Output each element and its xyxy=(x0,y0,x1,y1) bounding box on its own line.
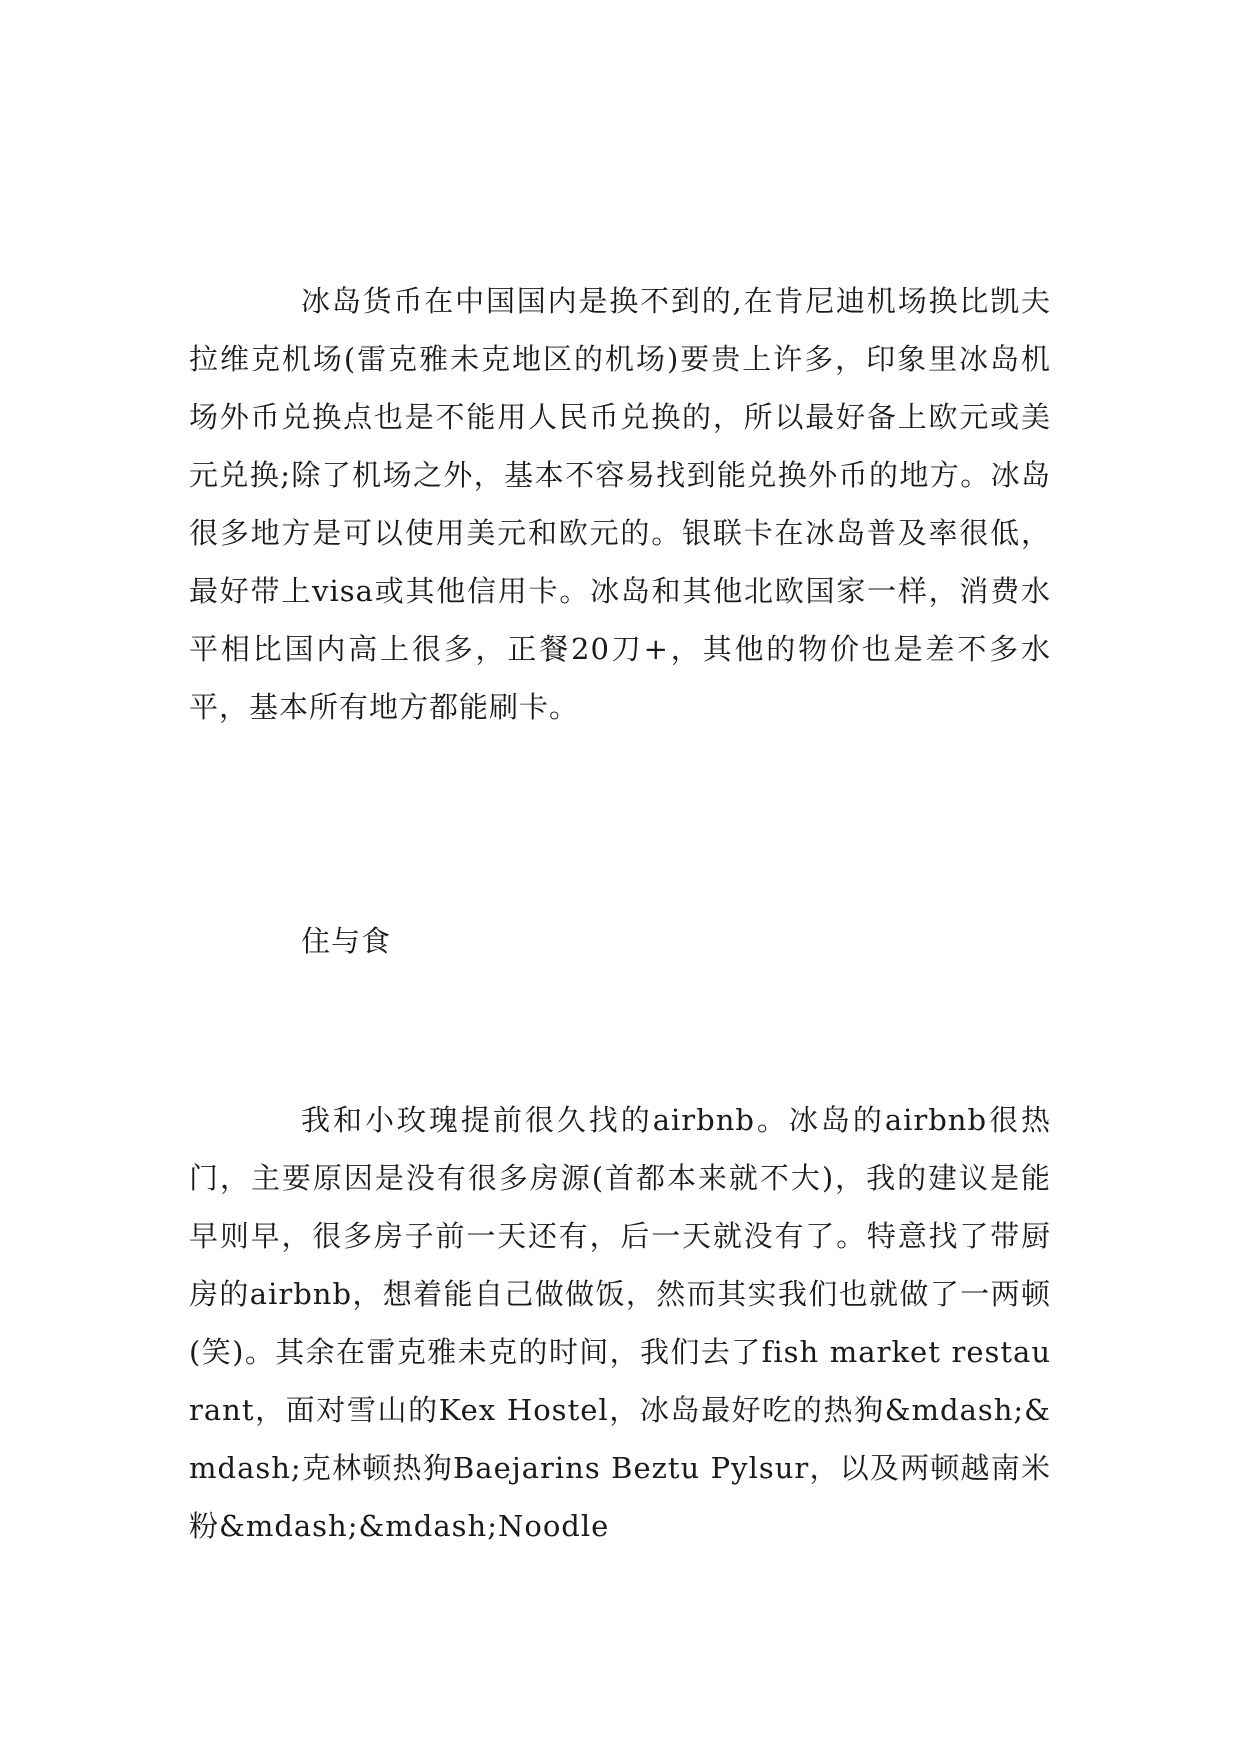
section-heading: 住与食 xyxy=(301,924,392,958)
paragraph-currency: 冰岛货币在中国国内是换不到的,在肯尼迪机场换比凯夫拉维克机场(雷克雅未克地区的机场)要贵上许多，印象里冰岛机场外币兑换点也是不能用人民币兑换的，所以最好备上欧元或美元兑换;除了机场之外，基本不容易找到能兑换外币的地方。冰岛很多地方是可以使用美元和欧元的。银联卡在冰岛普及率很低，最好带上visa或其他信用卡。冰岛和其他北欧国家一样，消费水平相比国内高上很多，正餐20刀+，其他的物价也是差不多水平，基本所有地方都能刷卡。 xyxy=(189,284,1051,724)
paragraph-accommodation-food: 我和小玫瑰提前很久找的airbnb。冰岛的airbnb很热门，主要原因是没有很多房源(首都本来就不大)，我的建议是能早则早，很多房子前一天还有，后一天就没有了。特意找了带厨房的airbnb，想着能自己做做饭，然而其实我们也就做了一两顿(笑)。其余在雷克雅未克的时间，我们去了fish market restaurant，面对雪山的Kex Hostel，冰岛最好吃的热狗&mdash;&mdash;克林顿热狗Baejarins Beztu Pylsur，以及两顿越南米粉&mdash;&mdash;Noodle xyxy=(189,1103,1051,1543)
